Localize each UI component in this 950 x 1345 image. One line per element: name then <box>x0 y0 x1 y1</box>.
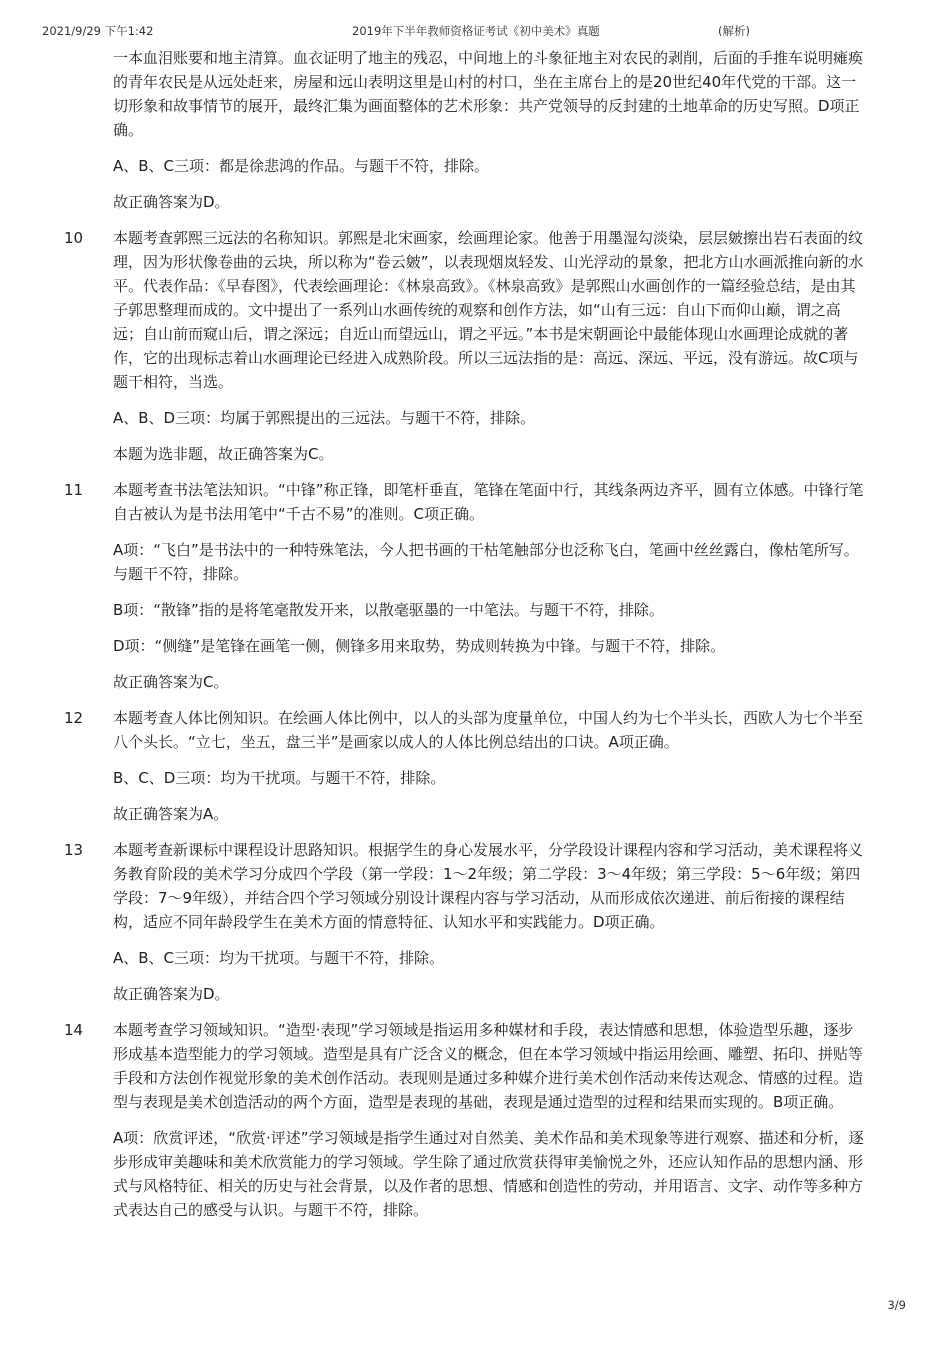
explanation-paragraph: A项：欣赏评述，“欣赏·评述”学习领域是指学生通过对自然美、美术作品和美术现象等进行观察、描述和分析，逐步形成审美趣味和美术欣赏能力的学习领域。学生除了通过欣赏获得审美愉悦之外，还应认知作品的思想内涵、形式与风格特征、相关的历史与社会背景，以及作者的思想、情感和创造性的劳动，并用语言、文字、动作等多种方式表达自己的感受与认识。与题干不符，排除。 <box>113 1129 864 1219</box>
explanation-paragraph: 本题考查人体比例知识。在绘画人体比例中，以人的头部为度量单位，中国人约为七个半头长，西欧人为七个半至八个头长。“立七，坐五，盘三半”是画家以成人的人体比例总结出的口诀。A项正确。 <box>113 709 864 751</box>
question-number: 10 <box>64 229 84 247</box>
explanation-paragraph: B、C、D三项：均为干扰项。与题干不符，排除。 <box>113 769 446 787</box>
question-11 <box>64 478 864 694</box>
explanation-paragraph: 本题考查新课标中课程设计思路知识。根据学生的身心发展水平，分学段设计课程内容和学习活动，美术课程将义务教育阶段的美术学习分成四个学段（第一学段：1～2年级；第二学段：3～4年级；第三学段：5～6年级；第四学段：7～9年级），并结合四个学习领域分别设计课程内容与学习活动，从而形成依次递进、前后衔接的课程结构，适应不同年龄段学生在美术方面的情意特征、认知水平和实践能力。D项正确。 <box>113 841 864 931</box>
question-number: 11 <box>64 481 84 499</box>
answer-paragraph: 故正确答案为A。 <box>113 805 229 823</box>
document-tag: (解析) <box>718 24 750 38</box>
question-number: 12 <box>64 709 84 727</box>
explanation-paragraph: 本题考查郭熙三远法的名称知识。郭熙是北宋画家，绘画理论家。他善于用墨湿勾淡染，层层皴擦出岩石表面的纹理，因为形状像卷曲的云块，所以称为“卷云皴”，以表现烟岚轻发、山光浮动的景象，把北方山水画派推向新的水平。代表作品：《早春图》，代表绘画理论：《林泉高致》。《林泉高致》是郭熙山水画创作的一篇经验总结，是由其子郭思整理而成的。文中提出了一系列山水画传统的观察和创作方法，如“山有三远：自山下而仰山巅，谓之高远；自山前而窥山后，谓之深远；自近山而望远山，谓之平远。”本书是宋朝画论中最能体现山水画理论成就的著作，它的出现标志着山水画理论已经进入成熟阶段。所以三远法指的是：高远、深远、平远，没有游远。故C项与题干相符，当选。 <box>113 229 864 391</box>
intro-paragraph: A、B、C三项：都是徐悲鸿的作品。与题干不符，排除。 <box>113 157 490 175</box>
question-number: 14 <box>64 1021 84 1039</box>
explanation-paragraph: D项：“侧缝”是笔锋在画笔一侧，侧锋多用来取势，势成则转换为中锋。与题干不符，排除。 <box>113 637 726 655</box>
explanation-paragraph: 本题考查学习领域知识。“造型·表现”学习领域是指运用多种媒材和手段，表达情感和思想，体验造型乐趣，逐步形成基本造型能力的学习领域。造型是具有广泛含义的概念，但在本学习领域中指运用绘画、雕塑、拓印、拼贴等手段和方法创作视觉形象的美术创作活动。表现则是通过多种媒介进行美术创作活动来传达观念、情感的过程。造型与表现是美术创造活动的两个方面，造型是表现的基础，表现是通过造型的过程和结果而实现的。B项正确。 <box>113 1021 864 1111</box>
intro-block <box>64 46 864 214</box>
answer-paragraph: 故正确答案为D。 <box>113 985 230 1003</box>
question-10 <box>64 226 864 466</box>
explanation-paragraph: A项：“飞白”是书法中的一种特殊笔法，今人把书画的干枯笔触部分也泛称飞白，笔画中丝丝露白，像枯笔所写。与题干不符，排除。 <box>113 541 859 583</box>
explanation-paragraph: A、B、D三项：均属于郭熙提出的三远法。与题干不符，排除。 <box>113 409 536 427</box>
page-content <box>64 46 864 1234</box>
explanation-paragraph: 本题考查书法笔法知识。“中锋”称正锋，即笔杆垂直，笔锋在笔面中行，其线条两边齐平，圆有立体感。中锋行笔自古被认为是书法用笔中“千古不易”的准则。C项正确。 <box>113 481 864 523</box>
page-number: 3/9 <box>887 1298 906 1312</box>
question-number: 13 <box>64 841 84 859</box>
print-date: 2021/9/29 下午1:42 <box>42 24 154 38</box>
explanation-paragraph: B项：“散锋”指的是将笔毫散发开来，以散毫驱墨的一中笔法。与题干不符，排除。 <box>113 601 664 619</box>
intro-paragraph: 故正确答案为D。 <box>113 193 230 211</box>
explanation-paragraph: A、B、C三项：均为干扰项。与题干不符，排除。 <box>113 949 445 967</box>
intro-paragraph: 一本血泪账要和地主清算。血衣证明了地主的残忍，中间地上的斗象征地主对农民的剥削，后面的手推车说明瘫痪的青年农民是从远处赶来，房屋和远山表明这里是山村的村口，坐在主席台上的是20世纪40年代党的干部。这一切形象和故事情节的展开，最终汇集为画面整体的艺术形象：共产党领导的反封建的土地革命的历史写照。D项正确。 <box>113 49 864 139</box>
question-13 <box>64 838 864 1006</box>
answer-paragraph: 故正确答案为C。 <box>113 673 229 691</box>
document-title: 2019年下半年教师资格证考试《初中美术》真题 <box>352 24 600 38</box>
answer-paragraph: 本题为选非题，故正确答案为C。 <box>113 445 334 463</box>
question-14 <box>64 1018 864 1222</box>
question-12 <box>64 706 864 826</box>
